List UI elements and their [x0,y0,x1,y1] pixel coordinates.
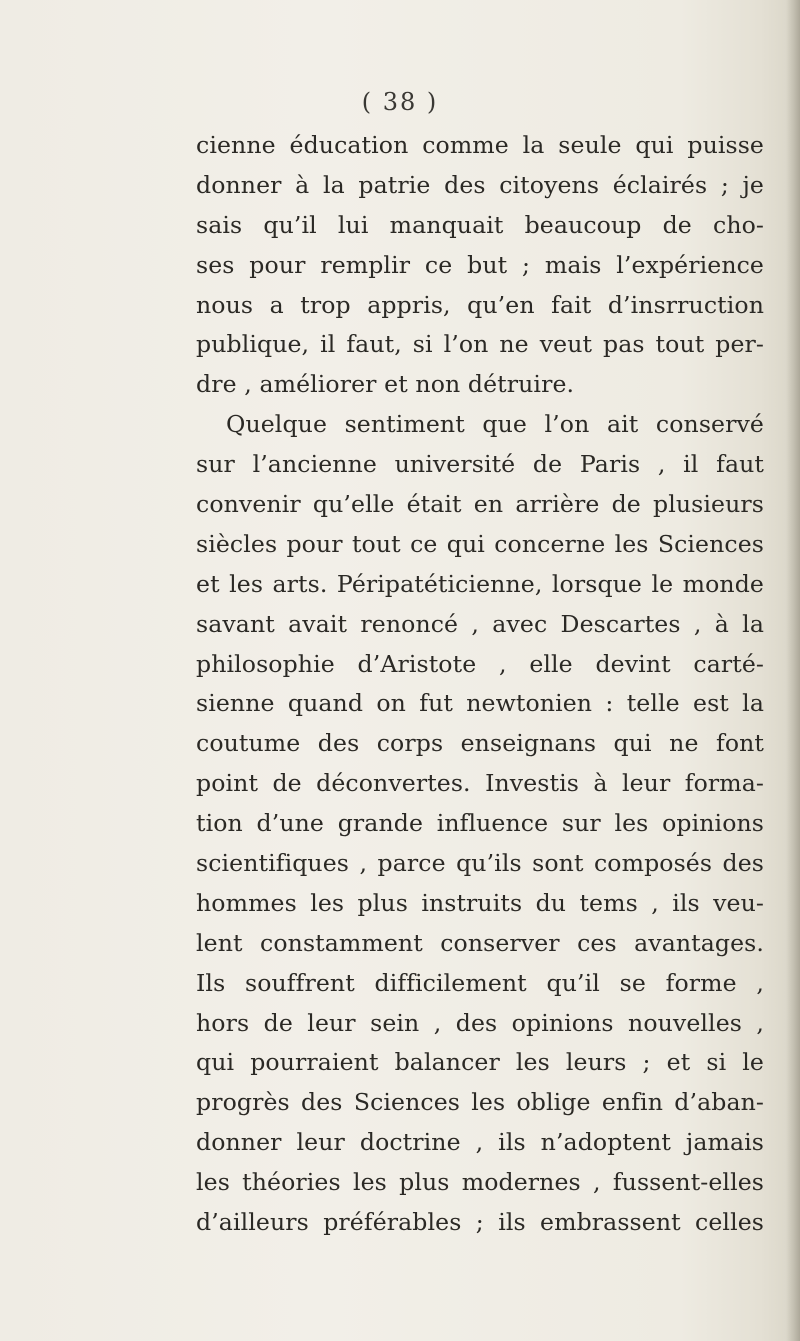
text-line: donner leur doctrine , ils n’adoptent jamais [196,1128,764,1157]
text-line: hommes les plus instruits du tems , ils veu- [196,888,764,917]
text-line: tion d’une grande influence sur les opinions [196,809,764,838]
text-line: qui pourraient balancer les leurs ; et si le [196,1048,764,1077]
text-line: savant avait renoncé , avec Descartes , à la [196,609,764,638]
text-line: scientifiques , parce qu’ils sont composés des [196,849,764,878]
text-line: progrès des Sciences les oblige enfin d’aban- [196,1088,764,1117]
body-text [196,126,764,1243]
text-line: lent constamment conserver ces avantages. [196,928,764,957]
page-number: ( 38 ) [361,88,439,116]
text-line: coutume des corps enseignans qui ne font [196,729,764,758]
text-line: donner à la patrie des citoyens éclairés ; je [196,170,764,199]
text-line: cienne éducation comme la seule qui puisse [196,131,764,159]
page-edge-shadow [786,0,800,1341]
text-line: Ils souffrent difficilement qu’il se forme , [196,968,764,997]
text-line: les théories les plus modernes , fussent-elles [196,1168,764,1197]
text-line: sais qu’il lui manquait beaucoup de cho- [196,210,764,239]
text-line: philosophie d’Aristote , elle devint carté- [196,649,764,678]
text-line: Quelque sentiment que l’on ait conservé [226,410,764,439]
text-line: sienne quand on fut newtonien : telle est la [196,689,764,718]
text-line: point de déconvertes. Investis à leur forma- [196,769,764,798]
text-line: d’ailleurs préférables ; ils embrassent celles [196,1208,764,1237]
text-line: nous a trop appris, qu’en fait d’insrruction [196,290,764,319]
text-line: sur l’ancienne université de Paris , il faut [196,450,764,479]
text-line: dre , améliorer et non détruire. [196,370,575,399]
text-line: siècles pour tout ce qui concerne les Sciences [196,529,764,558]
text-line: hors de leur sein , des opinions nouvelles , [196,1008,764,1037]
text-line: publique, il faut, si l’on ne veut pas tout per- [196,330,764,359]
text-line: ses pour remplir ce but ; mais l’expérience [196,250,764,279]
text-line: convenir qu’elle était en arrière de plusieurs [196,490,764,519]
text-line: et les arts. Péripatéticienne, lorsque le monde [196,569,764,598]
